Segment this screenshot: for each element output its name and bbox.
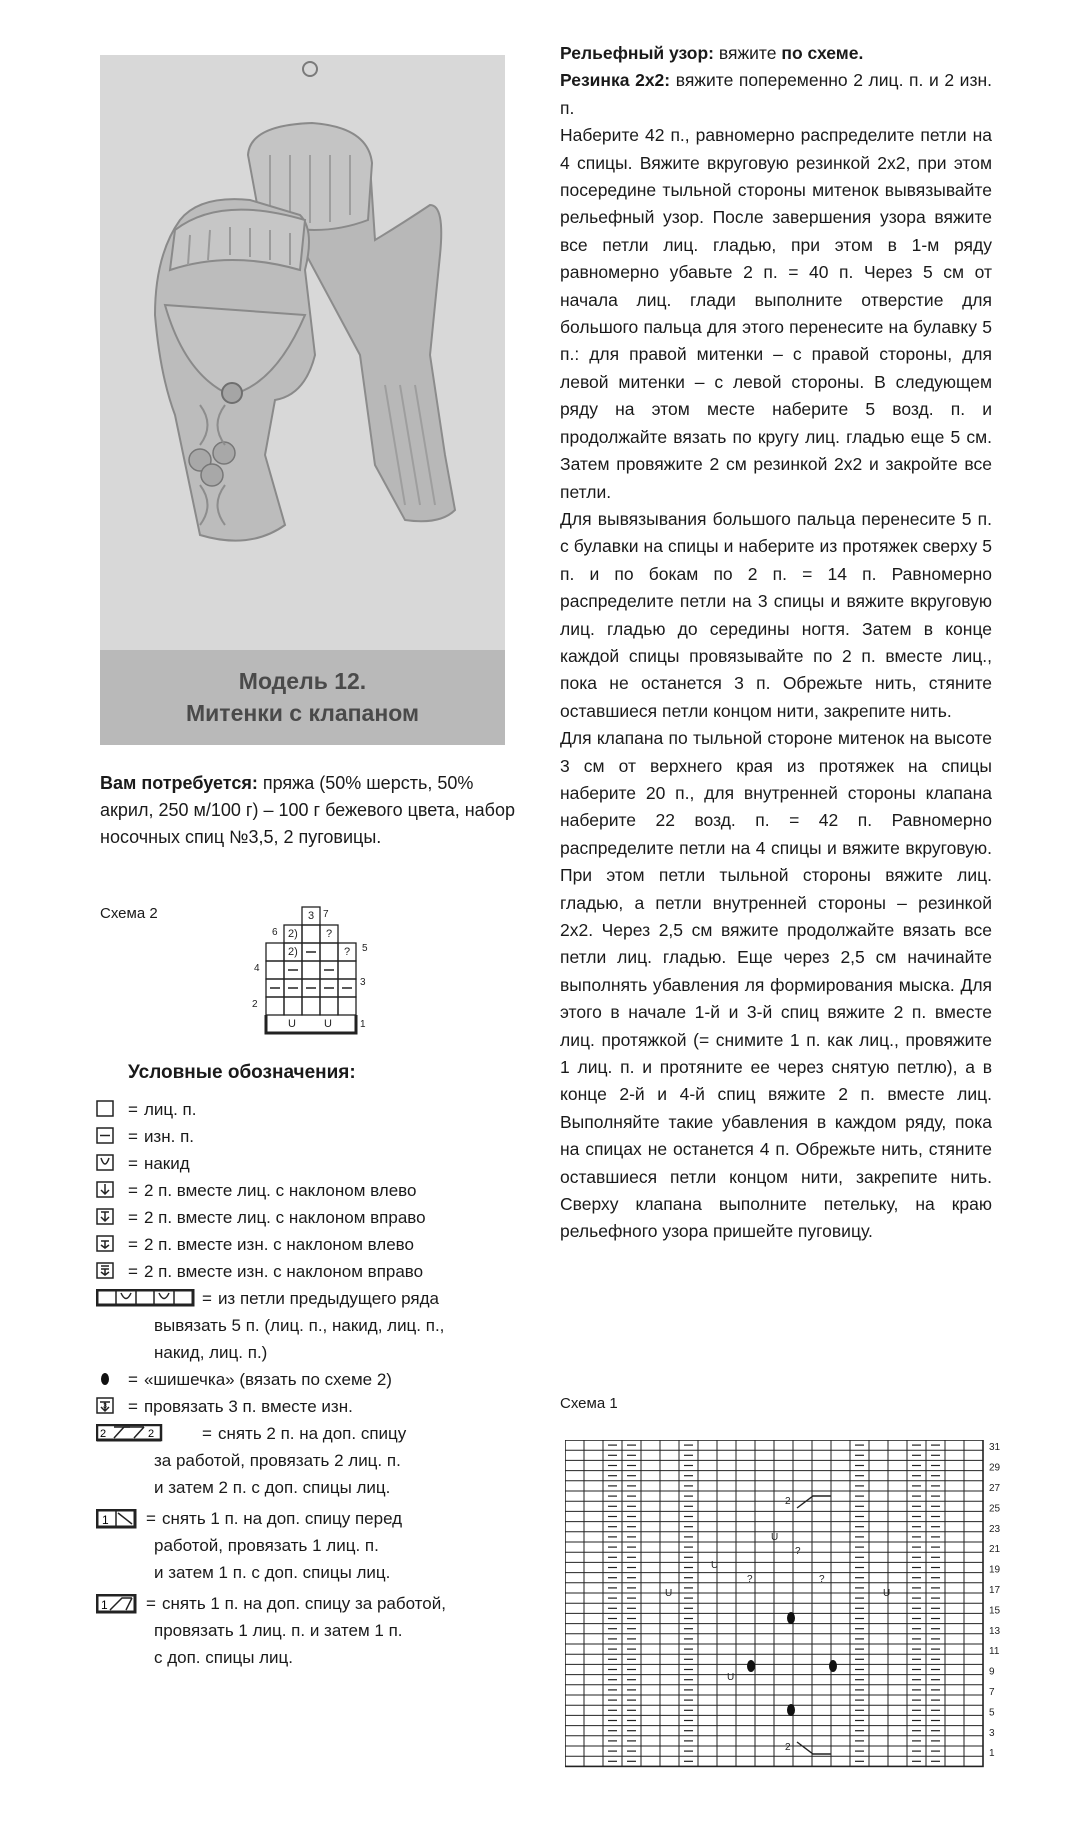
svg-text:?: ? — [344, 946, 351, 958]
s2-row-3: 3 — [360, 977, 366, 988]
scheme1-chart — [565, 1440, 1005, 1770]
legend-item: = 2 п. вместе лиц. с наклоном вправо — [96, 1204, 536, 1231]
scheme1-row-number: 5 — [989, 1707, 995, 1719]
legend-item: 2 2 = снять 2 п. на доп. спицу — [96, 1420, 536, 1447]
photo-caption — [100, 650, 505, 745]
legend-continuation: провязать 1 лиц. п. и затем 1 п. — [154, 1621, 403, 1640]
legend-title: Условные обозначения: — [128, 1062, 356, 1083]
rib-text: вяжите попеременно 2 лиц. п. и 2 изн. п. — [560, 70, 992, 118]
svg-text:2: 2 — [100, 1428, 107, 1440]
scheme1-row-number: 29 — [989, 1462, 1001, 1474]
legend-text: «шишечка» (вязать по схеме 2) — [143, 1370, 392, 1389]
knit-square-icon — [96, 1100, 122, 1118]
product-photo — [100, 55, 505, 745]
svg-text:2: 2 — [785, 1742, 791, 1753]
legend-text: лиц. п. — [143, 1100, 197, 1119]
svg-text:?: ? — [747, 1574, 753, 1585]
increase-5-icon — [96, 1289, 196, 1307]
scheme1-row-number: 7 — [989, 1687, 995, 1698]
svg-text:U: U — [288, 1018, 296, 1030]
k2tog-left-icon — [96, 1181, 122, 1199]
cable-1-1-back-icon — [96, 1594, 140, 1614]
svg-text:?: ? — [326, 928, 333, 940]
legend-continuation: и затем 1 п. с доп. спицы лиц. — [154, 1563, 391, 1582]
scheme1-row-number: 23 — [989, 1523, 1001, 1535]
legend-continuation: за работой, провязать 2 лиц. п. — [154, 1451, 401, 1470]
materials-section — [100, 770, 520, 851]
paragraph-main: Наберите 42 п., равномерно распределите петли на 4 спицы. Вяжите вкруговую резинкой 2х2, при этом посередине тыльной стороны митенок вывязывайте рельефный узор. После завершения узора вяжите все петли лиц. гладью, при этом в 1-м ряду равномерно убавьте 2 п. = 40 п. Через 5 см от начала лиц. глади выполните отверстие для большого пальца для этого перенесите на булавку 5 п.: для правой митенки – с правой стороны, для левой митенки – с левой стороны. В следующем ряду на этом месте наберите 5 возд. п. и продолжайте вязать по кругу лиц. гладью еще 5 см. Затем провяжите 2 см резинкой 2х2 и закройте все петли. — [560, 125, 992, 502]
paragraph-flap: Для клапана по тыльной стороне митенок на высоте 3 см от верхнего края из протяжек на спицы наберите 20 п., для внутренней стороны клапана наберите 22 возд. п. = 42 п. Равномерно распределите петли на 4 спицы и вяжите вкруговую. При этом петли тыльной стороны вяжите лиц. гладью, а петли внутренней стороны – резинкой 2х2. Через 2,5 см вяжите продолжайте вязать все петли лиц. гладью. Еще через 2,5 см начинайте выполнять убавления ля формирования мыска. Для этого в начале 1-й и 3-й спиц вяжите 2 п. вместе лиц. протяжкой (= снимите 1 п. как лиц., провяжите 1 лиц. п. и протяните ее через снятую петлю), а в конце 2-й и 4-й спиц вяжите 2 п. вместе лиц. Выполняйте такие убавления в каждом ряду, пока на спицах не останется 4 п. Обрежьте нить, стяните оставшиеся петли концом нити, закрепите нить. Сверху клапана выполните петельку, на краю рельефного узора пришейте пуговицу. — [560, 728, 992, 1242]
legend-text: снять 1 п. на доп. спицу за работой, — [161, 1594, 446, 1613]
model-number: Модель 12. — [238, 668, 367, 694]
rib-pattern — [560, 67, 992, 122]
rib-label: Резинка 2х2: — [560, 70, 671, 91]
svg-text:1: 1 — [101, 1598, 108, 1612]
scheme1-row-number: 17 — [989, 1585, 1001, 1596]
paragraph-thumb: Для вывязывания большого пальца перенесите 5 п. с булавки на спицы и наберите из протяжек сверху 5 п. и по бокам по 2 п. = 14 п. Равномерно распределите петли на 3 спицы и вяжите вкруговую лиц. гладью до середины ногтя. Затем в конце каждой спицы провязывайте по 2 п. вместе лиц., пока не останется 3 п. Обрежьте нить, стяните оставшиеся петли концом нити, закрепите нить. — [560, 508, 992, 721]
legend-text: из петли предыдущего ряда — [217, 1289, 439, 1308]
relief-bold: по схеме. — [781, 43, 864, 63]
yarn-over-icon — [96, 1154, 122, 1172]
scheme1-row-number: 9 — [989, 1666, 995, 1678]
svg-text:U: U — [324, 1018, 332, 1030]
svg-text:U: U — [711, 1560, 719, 1571]
legend-item: = 2 п. вместе изн. с наклоном влево — [96, 1231, 536, 1258]
legend-continuation: вывязать 5 п. (лиц. п., накид, лиц. п., — [154, 1316, 445, 1335]
s2-row-6: 6 — [272, 927, 278, 938]
bobble-icon — [96, 1370, 122, 1388]
svg-text:3: 3 — [308, 910, 315, 922]
scheme1-row-number: 13 — [989, 1625, 1001, 1637]
legend-text: провязать 3 п. вместе изн. — [143, 1397, 353, 1416]
svg-text:3: 3 — [103, 1403, 107, 1410]
relief-pattern — [560, 40, 992, 67]
relief-text: вяжите — [718, 43, 777, 63]
scheme1-row-number: 15 — [989, 1605, 1001, 1617]
legend-item: = изн. п. — [96, 1123, 536, 1150]
cable-1-1-front-icon — [96, 1509, 140, 1529]
mittens-illustration — [100, 55, 505, 745]
legend-text: накид — [143, 1154, 190, 1173]
s2-row-4: 4 — [254, 963, 260, 974]
legend-item: = «шишечка» (вязать по схеме 2) — [96, 1366, 536, 1393]
instructions — [560, 40, 992, 1246]
legend-item: = накид — [96, 1150, 536, 1177]
svg-text:2): 2) — [288, 946, 298, 958]
svg-text:1: 1 — [102, 1513, 109, 1527]
p3tog-icon — [96, 1397, 122, 1415]
svg-text:U: U — [727, 1672, 735, 1683]
scheme1-row-number: 1 — [989, 1748, 995, 1760]
materials-label: Вам потребуется: — [100, 773, 258, 793]
s2-row-7: 7 — [323, 909, 329, 920]
legend-text: 2 п. вместе изн. с наклоном вправо — [143, 1262, 424, 1281]
scheme1-row-number: 11 — [989, 1646, 1000, 1658]
p2tog-right-icon — [96, 1262, 122, 1280]
scheme2-chart — [248, 905, 388, 1045]
scheme1-row-number: 25 — [989, 1503, 1001, 1515]
legend-continuation: и затем 2 п. с доп. спицы лиц. — [154, 1478, 391, 1497]
scheme1-row-number: 27 — [989, 1483, 1001, 1494]
svg-text:2: 2 — [785, 1496, 791, 1507]
svg-text:U: U — [883, 1588, 891, 1599]
scheme1-row-number: 21 — [989, 1544, 1001, 1556]
scheme1-label: Схема 1 — [560, 1395, 618, 1412]
scheme1-row-number: 3 — [989, 1727, 995, 1739]
legend-text: снять 1 п. на доп. спицу перед — [161, 1509, 403, 1528]
legend-continuation: накид, лиц. п.) — [154, 1343, 268, 1362]
scheme1-row-number: 31 — [989, 1442, 1001, 1454]
legend — [96, 1096, 536, 1671]
model-title: Митенки с клапаном — [186, 700, 419, 726]
svg-text:2): 2) — [288, 928, 298, 940]
svg-text:?: ? — [819, 1574, 825, 1585]
svg-text:U: U — [771, 1532, 779, 1543]
s2-row-2: 2 — [252, 999, 258, 1010]
scheme1-row-number: 19 — [989, 1564, 1001, 1576]
s2-row-1: 1 — [360, 1019, 366, 1030]
legend-continuation: работой, провязать 1 лиц. п. — [154, 1536, 379, 1555]
svg-text:?: ? — [795, 1546, 801, 1557]
materials-text: пряжа (50% шерсть, 50% акрил, 250 м/100 г) – 100 г бежевого цвета, набор носочных спиц №3,5, 2 пуговицы. — [100, 773, 516, 847]
legend-item: = из петли предыдущего ряда — [96, 1285, 536, 1312]
k2tog-right-icon — [96, 1208, 122, 1226]
svg-text:2: 2 — [148, 1428, 155, 1440]
p2tog-left-icon — [96, 1235, 122, 1253]
legend-text: 2 п. вместе изн. с наклоном влево — [143, 1235, 414, 1254]
s2-row-5: 5 — [362, 943, 368, 954]
legend-item: = лиц. п. — [96, 1096, 536, 1123]
legend-item: = 2 п. вместе лиц. с наклоном влево — [96, 1177, 536, 1204]
scheme2-label: Схема 2 — [100, 905, 158, 922]
legend-item: 1 = снять 1 п. на доп. спицу за работой, — [96, 1590, 536, 1617]
legend-item: 3 = провязать 3 п. вместе изн. — [96, 1393, 536, 1420]
legend-text: изн. п. — [143, 1127, 194, 1146]
purl-square-icon — [96, 1127, 122, 1145]
legend-text: 2 п. вместе лиц. с наклоном вправо — [143, 1208, 426, 1227]
legend-continuation: с доп. спицы лиц. — [154, 1648, 294, 1667]
relief-label: Рельефный узор: — [560, 43, 714, 63]
legend-text: 2 п. вместе лиц. с наклоном влево — [143, 1181, 417, 1200]
legend-item: = 2 п. вместе изн. с наклоном вправо — [96, 1258, 536, 1285]
legend-item: 1 = снять 1 п. на доп. спицу перед — [96, 1505, 536, 1532]
svg-text:U: U — [665, 1588, 673, 1599]
cable-2-2-icon — [96, 1424, 196, 1442]
legend-text: снять 2 п. на доп. спицу — [217, 1424, 407, 1443]
